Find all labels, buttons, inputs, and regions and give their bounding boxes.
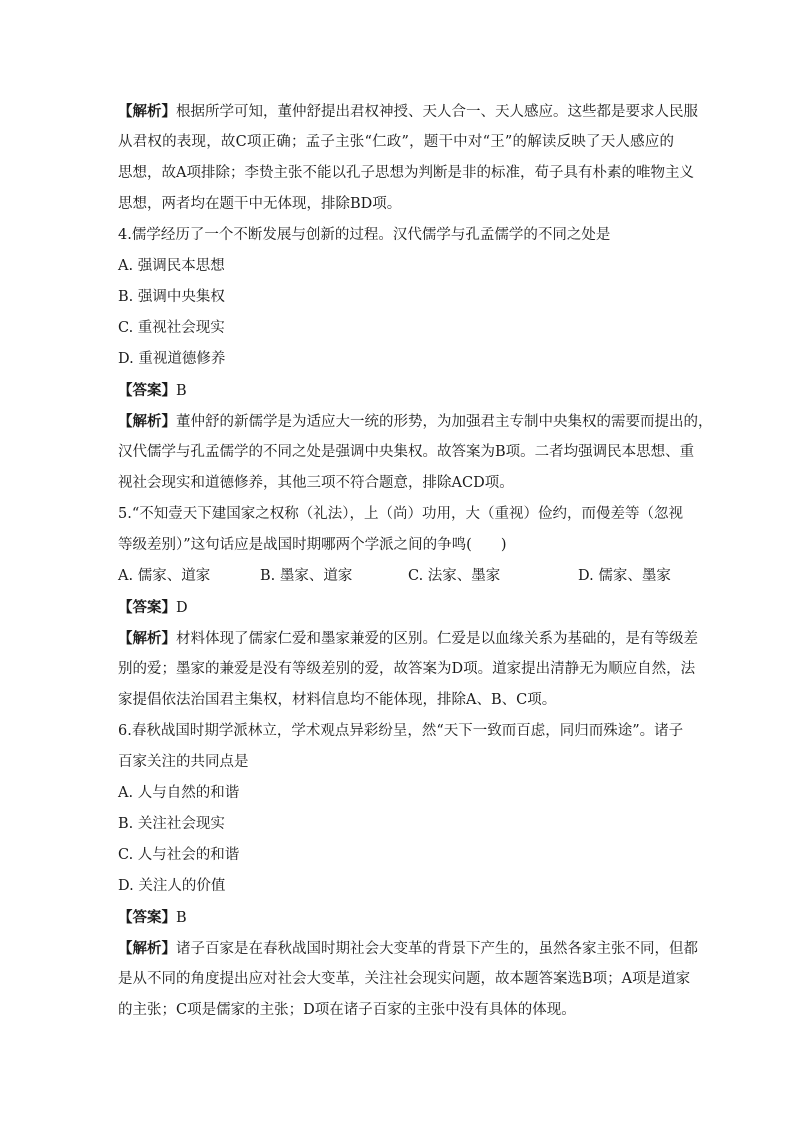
analysis-label: 【解析】 — [118, 103, 176, 120]
analysis-label: 【解析】 — [118, 630, 176, 647]
question-6-stem: 6.春秋战国时期学派林立，学术观点异彩纷呈，然“天下一致而百虑，同归而殊途”。诸子 — [118, 723, 684, 739]
question-5-stem: 等级差别）”这句话应是战国时期哪两个学派之间的争鸣( ) — [118, 537, 507, 553]
question-5-answer — [118, 592, 674, 623]
question-5-stem: 5.“不知壹天下建国家之权称（礼法），上（尚）功用，大（重视）俭约，而僈差等（忽视 — [118, 506, 683, 522]
analysis-line: 从君权的表现，故C项正确；孟子主张“仁政”，题干中对“王”的解读反映了天人感应的 — [118, 134, 674, 150]
analysis-line: 思想，两者均在题干中无体现，排除BD项。 — [118, 196, 402, 212]
analysis-line: 【解析】诸子百家是在春秋战国时期社会大变革的背景下产生的，虽然各家主张不同，但都 — [118, 940, 698, 957]
analysis-line: 是从不同的角度提出应对社会大变革，关注社会现实问题，故本题答案选B项；A项是道家 — [118, 971, 691, 987]
analysis-line: 家提倡依法治国君主集权，材料信息均不能体现，排除A、B、C项。 — [118, 692, 557, 708]
question-4-option-a: A. 强调民本思想 — [118, 258, 225, 274]
question-6-answer — [118, 902, 674, 933]
question-6-option-a: A. 人与自然的和谐 — [118, 785, 240, 801]
analysis-line: 别的爱；墨家的兼爱是没有等级差别的爱，故答案为D项。道家提出清静无为顺应自然，法 — [118, 661, 696, 677]
analysis-label: 【解析】 — [118, 413, 176, 430]
document-page — [118, 96, 713, 1026]
analysis-label: 【解析】 — [118, 940, 176, 957]
question-5-option-b: B. 墨家、道家 — [260, 568, 353, 584]
answer-value: D — [176, 600, 188, 616]
analysis-line: 的主张；C项是儒家的主张；D项在诸子百家的主张中没有具体的体现。 — [118, 1002, 576, 1018]
question-5-option-d: D. 儒家、墨家 — [578, 568, 671, 584]
answer-value: B — [176, 910, 187, 926]
question-5-options — [118, 561, 674, 592]
question-4-answer — [118, 375, 674, 406]
question-4-option-d: D. 重视道德修养 — [118, 351, 226, 367]
question-5-option-c: C. 法家、墨家 — [408, 568, 501, 584]
answer-label: 【答案】 — [118, 599, 176, 616]
analysis-line: 视社会现实和道德修养，其他三项不符合题意，排除ACD项。 — [118, 475, 514, 491]
question-4-option-c: C. 重视社会现实 — [118, 320, 225, 336]
analysis-line: 【解析】根据所学可知，董仲舒提出君权神授、天人合一、天人感应。这些都是要求人民服 — [118, 103, 698, 120]
question-4-option-b: B. 强调中央集权 — [118, 289, 225, 305]
question-4-stem: 4.儒学经历了一个不断发展与创新的过程。汉代儒学与孔孟儒学的不同之处是 — [118, 227, 611, 243]
question-6-option-c: C. 人与社会的和谐 — [118, 847, 240, 863]
question-6-option-d: D. 关注人的价值 — [118, 878, 226, 894]
analysis-line: 思想，故A项排除；李贽主张不能以孔子思想为判断是非的标准，荀子具有朴素的唯物主义 — [118, 165, 694, 181]
question-6-stem: 百家关注的共同点是 — [118, 754, 249, 770]
answer-value: B — [176, 383, 187, 399]
answer-label: 【答案】 — [118, 382, 176, 399]
answer-label: 【答案】 — [118, 909, 176, 926]
question-5-option-a: A. 儒家、道家 — [118, 568, 211, 584]
analysis-line: 【解析】材料体现了儒家仁爱和墨家兼爱的区别。仁爱是以血缘关系为基础的，是有等级差 — [118, 630, 698, 647]
question-6-option-b: B. 关注社会现实 — [118, 816, 225, 832]
analysis-line: 汉代儒学与孔孟儒学的不同之处是强调中央集权。故答案为B项。二者均强调民本思想、重 — [118, 444, 695, 460]
analysis-line: 【解析】董仲舒的新儒学是为适应大一统的形势，为加强君主专制中央集权的需要而提出的， — [118, 413, 713, 430]
